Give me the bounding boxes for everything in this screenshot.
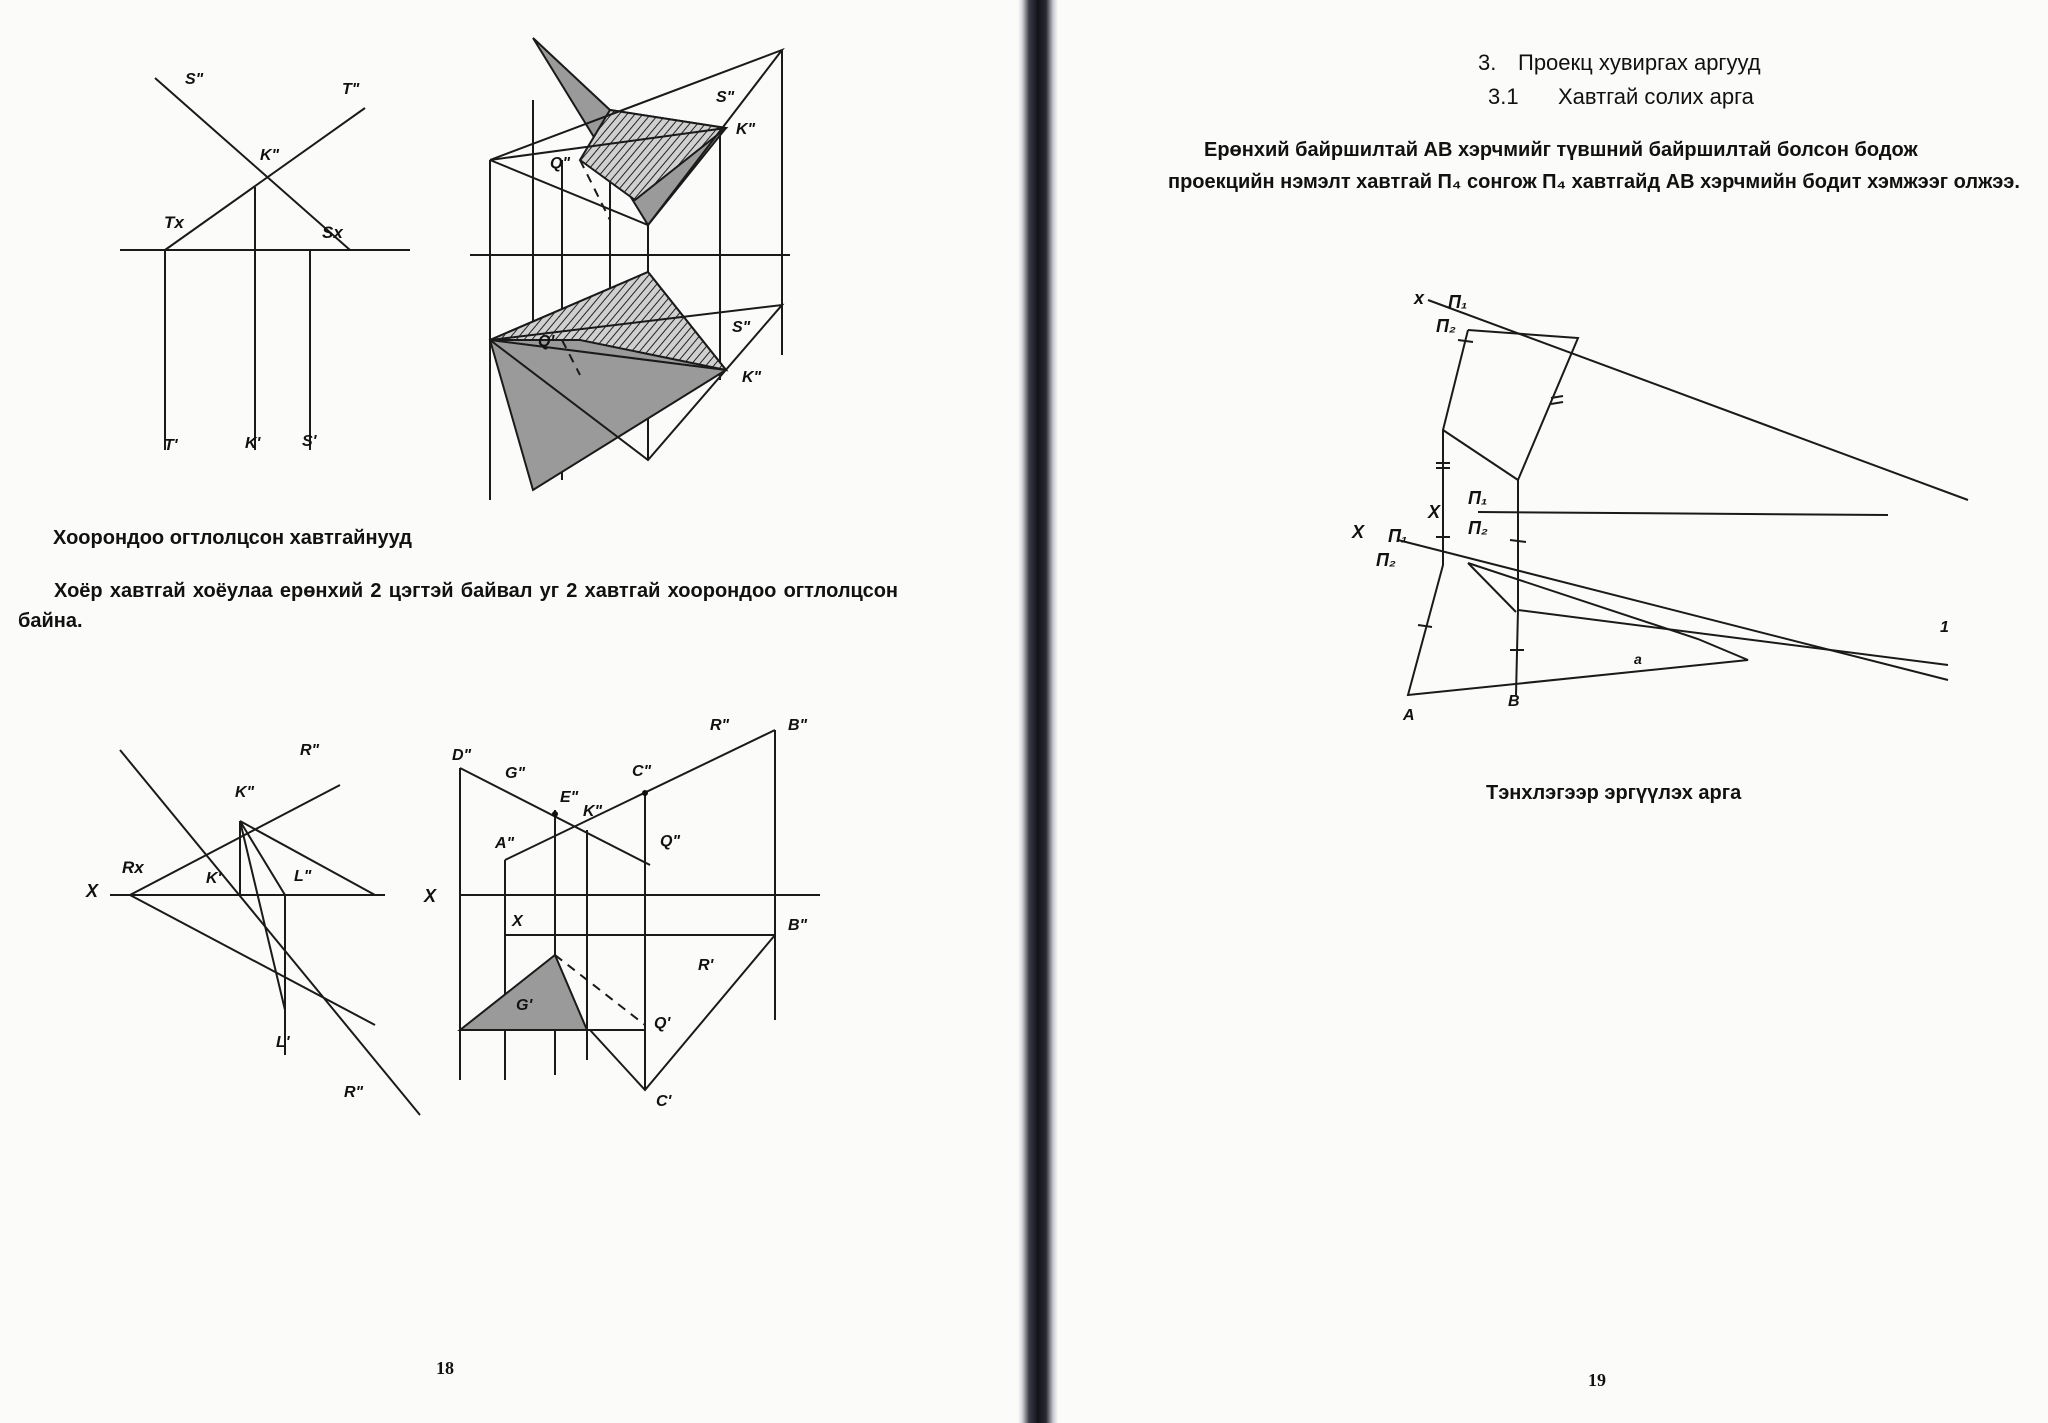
label-x-axis: X (424, 886, 437, 906)
label-a2: A" (495, 835, 515, 852)
right-page (1058, 0, 2048, 1423)
label-alpha: a (1634, 651, 1642, 667)
label-x: X (86, 881, 99, 901)
label-r1: R" (344, 1084, 364, 1101)
label-t1: T' (164, 437, 178, 454)
label-k1: K' (245, 435, 261, 452)
label-b1: B" (788, 917, 808, 934)
figure-plane-traces-kl (80, 735, 440, 1125)
label-k1: K' (206, 870, 222, 887)
label-s1: S' (302, 433, 317, 450)
label-e2: E" (560, 789, 579, 806)
figure-traces-planes (120, 60, 440, 480)
label-rx: Rx (122, 858, 144, 877)
label-x-low: X (1352, 522, 1365, 542)
label-s2: S" (185, 71, 204, 88)
label-x-top: x (1414, 288, 1425, 308)
section-number: 3.1 (1488, 84, 1519, 109)
section-title: Хавтгай солих арга (1558, 84, 1754, 109)
label-p2-low: П₂ (1376, 550, 1396, 570)
label-s1: S" (732, 319, 751, 336)
label-l2: L" (294, 868, 312, 885)
figure-triangle-plane-intersection (420, 710, 830, 1130)
label-t2: T" (342, 81, 360, 98)
chapter-title: Проекц хувиргах аргууд (1518, 50, 1761, 75)
book-gutter (1018, 0, 1058, 1423)
label-a: A (1403, 707, 1415, 724)
left-page (0, 0, 1018, 1423)
label-q1: Q' (654, 1015, 671, 1032)
label-s2: S" (716, 89, 735, 106)
label-p1-low: П₁ (1388, 526, 1408, 546)
label-g1: G' (516, 997, 533, 1014)
label-d2: D" (452, 747, 472, 764)
label-q1: Q' (538, 333, 555, 350)
label-p2-mid: П₂ (1468, 518, 1488, 538)
label-k2: K" (235, 784, 255, 801)
label-q2: Q" (550, 155, 571, 172)
label-p2-top: П₂ (1436, 316, 1456, 336)
label-tx: Tx (164, 213, 184, 232)
figure-caption: Тэнхлэгээр эргүүлэх арга (1486, 782, 1742, 804)
label-p1-top: П₁ (1448, 292, 1468, 312)
label-b2: B" (788, 717, 808, 734)
label-k2: K" (260, 147, 280, 164)
figure-plane-replacement (1308, 280, 1988, 750)
body-paragraph: Ерөнхий байршилтай АВ хэрчмийг түвшний байршилтай болсон бодож проекцийн нэмэлт хавтгай П₄ сонгож П₄ хавтгайд АВ хэрчмийн бодит хэмжээг олжээ. (1168, 139, 2020, 193)
label-sx: Sx (322, 223, 343, 242)
label-x: X (512, 913, 523, 930)
label-c2: C" (632, 763, 652, 780)
label-x-mid: X (1428, 502, 1441, 522)
label-c1: C' (656, 1093, 672, 1110)
page-number: 19 (1588, 1370, 1606, 1390)
page-number: 18 (436, 1358, 454, 1378)
label-k1: K" (742, 369, 762, 386)
body-paragraph: Хоёр хавтгай хоёулаа ерөнхий 2 цэгтэй байвал уг 2 хавтгай хоорондоо огтлолцсон байна. (18, 580, 898, 632)
label-r2: R" (300, 742, 320, 759)
figure-triangles-intersection (470, 30, 800, 500)
label-k2: K" (583, 803, 603, 820)
label-b: B (1508, 693, 1520, 710)
section-subheading (1488, 82, 1754, 112)
section-heading: Хоорондоо огтлолцсон хавтгайнууд (53, 527, 413, 549)
label-p1-mid: П₁ (1468, 488, 1488, 508)
label-l1: L' (276, 1034, 290, 1051)
label-k2: K" (736, 121, 756, 138)
label-r2: R" (710, 717, 730, 734)
label-r1: R' (698, 957, 714, 974)
label-g2: G" (505, 765, 526, 782)
chapter-number: 3. (1478, 50, 1497, 75)
chapter-heading (1478, 48, 1761, 78)
label-1: 1 (1940, 619, 1949, 636)
label-q2: Q" (660, 833, 681, 850)
